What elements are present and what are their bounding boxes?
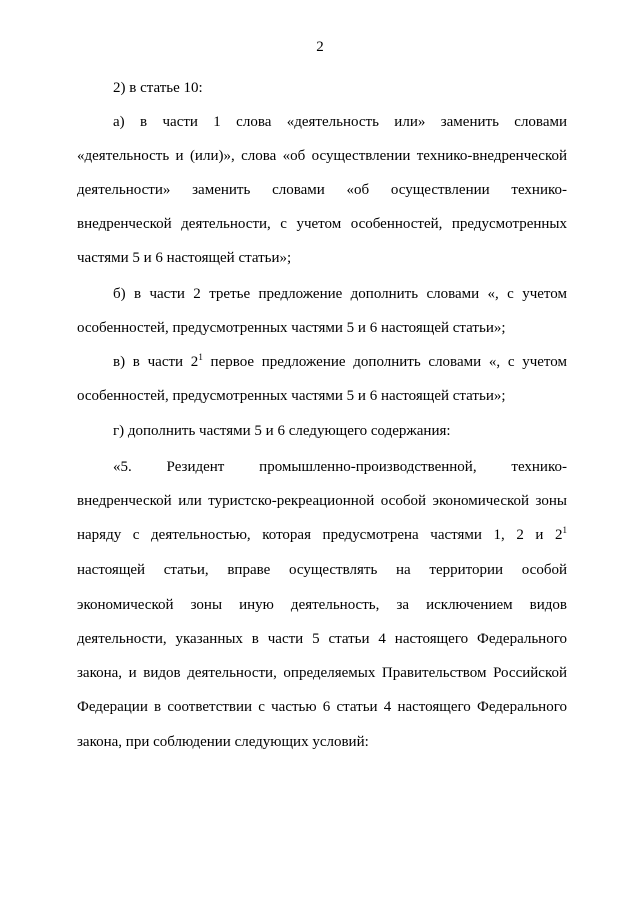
text-line: б) в части 2 третье предложение дополнить словами «, с учетом [113, 286, 567, 302]
text-line: Федерации в соответствии с частью 6 статьи 4 настоящего Федерального [77, 699, 567, 715]
text-line: настоящей статьи, вправе осуществлять на территории особой [77, 562, 567, 578]
text-line: частями 5 и 6 настоящей статьи»; [77, 250, 292, 266]
text-line-with-superscript [77, 525, 567, 545]
superscript: 1 [198, 352, 203, 362]
text-line: внедренческой деятельности, с учетом особенностей, предусмотренных [77, 216, 567, 232]
text-segment: наряду с деятельностью, которая предусмотрена частями 1, 2 и 2 [77, 527, 563, 543]
text-line-with-superscript [113, 352, 567, 372]
text-segment: первое предложение дополнить словами «, с учетом [202, 354, 567, 370]
superscript: 1 [562, 525, 567, 535]
text-line: деятельности» заменить словами «об осуществлении технико- [77, 182, 567, 198]
text-line: особенностей, предусмотренных частями 5 и 6 настоящей статьи»; [77, 320, 506, 336]
text-line: «деятельность и (или)», слова «об осуществлении технико-внедренческой [77, 148, 567, 164]
text-line: «5. Резидент промышленно-производственной, технико- [113, 459, 567, 475]
text-line: деятельности, указанных в части 5 статьи 4 настоящего Федерального [77, 631, 567, 647]
text-line: закона, при соблюдении следующих условий: [77, 734, 369, 750]
text-segment: в) в части 2 [113, 354, 199, 370]
text-line: закона, и видов деятельности, определяемых Правительством Российской [77, 665, 567, 681]
page-number: 2 [316, 39, 324, 55]
text-line: а) в части 1 слова «деятельность или» заменить словами [113, 114, 567, 130]
text-line: внедренческой или туристско-рекреационной особой экономической зоны [77, 493, 567, 509]
text-line: г) дополнить частями 5 и 6 следующего содержания: [113, 423, 451, 439]
text-line: особенностей, предусмотренных частями 5 и 6 настоящей статьи»; [77, 388, 506, 404]
text-line: 2) в статье 10: [113, 80, 203, 96]
text-line: экономической зоны иную деятельность, за исключением видов [77, 597, 567, 613]
